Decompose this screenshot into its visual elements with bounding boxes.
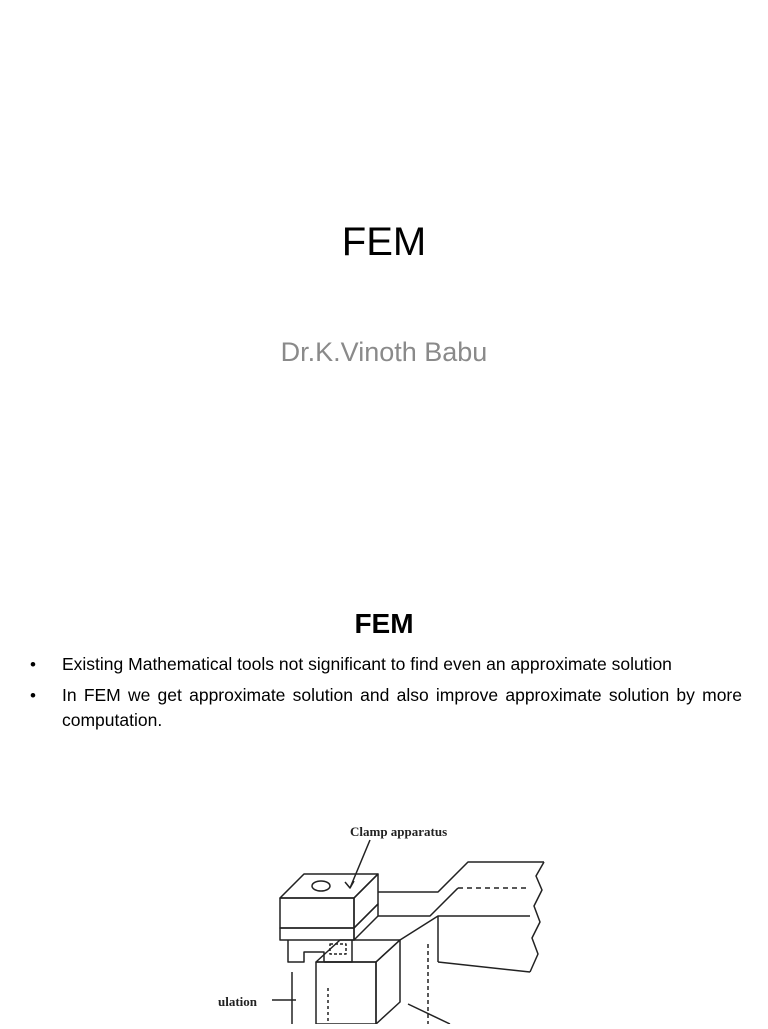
clamp-apparatus-figure: [200, 812, 560, 1024]
top-block-front-face: [280, 898, 354, 928]
arrow-head: [345, 881, 354, 888]
lower-block-side: [376, 940, 400, 1024]
bullet-item: [30, 652, 742, 677]
insulation-label: ulation: [218, 994, 258, 1009]
slide-heading: FEM: [354, 608, 414, 639]
bullet-text: In FEM we get approximate solution and also improve approximate solution by more computation.: [62, 685, 742, 730]
bullet-item: [30, 683, 742, 733]
label-leader-line: [350, 840, 370, 888]
bullet-list: [30, 652, 742, 739]
lower-block-front: [316, 962, 376, 1024]
bullet-text: Existing Mathematical tools not significant to find even an approximate solution: [62, 654, 672, 674]
slide-title: FEM: [341, 220, 427, 264]
top-block-top-face: [280, 874, 378, 898]
slab-bottom-edge: [438, 962, 530, 972]
hidden-part: [330, 944, 346, 954]
slab-lower-edge: [400, 916, 530, 940]
slide-subtitle: Dr.K.Vinoth Babu: [280, 337, 488, 367]
middle-plate: [280, 928, 354, 940]
bullet-icon: •: [30, 655, 36, 674]
top-block-hole: [312, 881, 330, 891]
slab-broken-edge: [530, 862, 544, 972]
content-slide: [0, 576, 768, 1024]
middle-plate-side: [354, 904, 378, 940]
clamp-apparatus-diagram: [200, 812, 560, 1024]
bottom-leader: [408, 1004, 450, 1024]
bullet-icon: •: [30, 686, 36, 705]
clamp-apparatus-label: Clamp apparatus: [350, 824, 448, 839]
